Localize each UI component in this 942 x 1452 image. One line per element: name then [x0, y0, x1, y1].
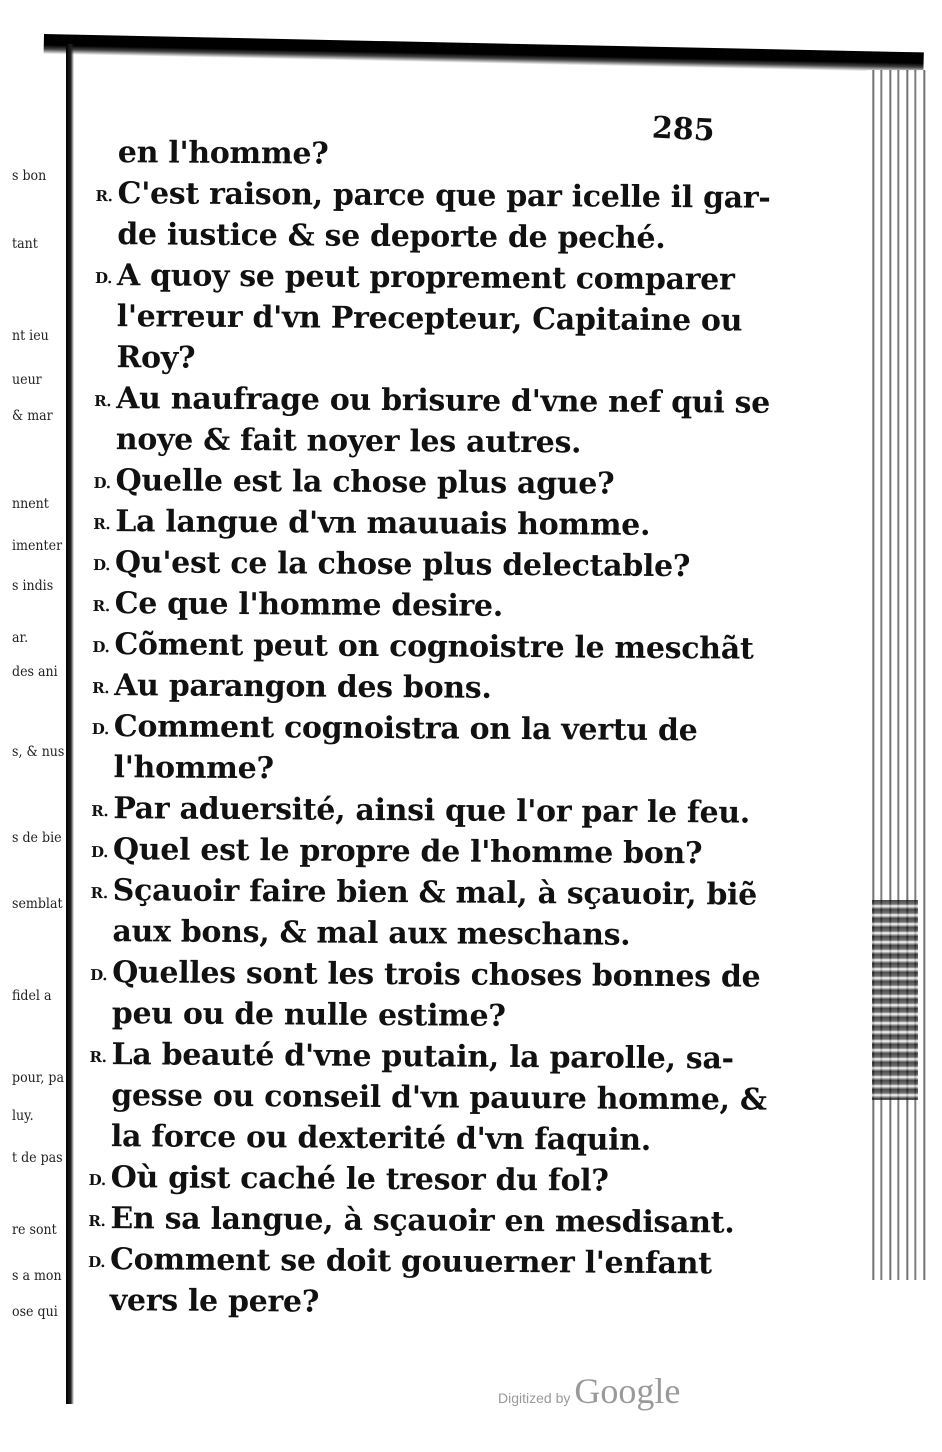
line-text: noye & fait noyer les autres. [115, 422, 582, 461]
text-line [92, 665, 712, 710]
text-line [94, 337, 714, 382]
speaker-marker: D. [93, 473, 111, 493]
text-line [89, 1157, 709, 1202]
line-text: Quelle est la chose plus ague? [115, 463, 615, 502]
text-line [93, 460, 713, 505]
text-line [94, 378, 771, 423]
line-text: Comment cognoistra on la vertu de [113, 709, 698, 749]
bleed-fragment: s de bie [12, 830, 62, 846]
text-line [90, 993, 710, 1038]
speaker-marker: R. [95, 186, 113, 206]
bleed-fragment: nnent [12, 496, 49, 512]
text-line [88, 1280, 708, 1325]
line-text: La langue d'vn mauuais homme. [115, 504, 651, 543]
speaker-marker: R. [89, 1047, 107, 1067]
bleed-fragment: des ani [12, 664, 58, 680]
bleed-fragment: s bon [12, 168, 47, 184]
text-line [93, 583, 713, 628]
bleed-fragment: re sont [12, 1222, 57, 1238]
text-line [94, 255, 735, 300]
text-line [94, 419, 714, 464]
line-text: la force ou dexterité d'vn faquin. [110, 1119, 652, 1158]
line-text: Sçauoir faire bien & mal, à sçauoir, biẽ [112, 873, 758, 913]
speaker-marker: D. [90, 842, 109, 862]
line-text: peu ou de nulle estime? [111, 996, 506, 1034]
text-line [91, 788, 751, 833]
speaker-marker: R. [90, 883, 108, 903]
line-text: aux bons, & mal aux meschans. [112, 914, 631, 953]
bleed-fragment: nt ieu [12, 328, 49, 344]
line-text: en l'homme? [117, 135, 329, 172]
bleed-fragment: s indis [12, 578, 54, 594]
line-text: vers le pere? [109, 1283, 320, 1320]
digitized-watermark [498, 1370, 680, 1412]
page-edge-dark [872, 900, 918, 1100]
bleed-fragment: ose qui [12, 1304, 58, 1320]
line-text: l'erreur d'vn Precepteur, Capitaine ou [116, 299, 743, 339]
text-line [91, 829, 711, 874]
line-text: Par aduersité, ainsi que l'or par le feu. [113, 791, 751, 831]
line-text: Comment se doit gouuerner l'enfant [110, 1242, 712, 1282]
speaker-marker: D. [90, 965, 108, 985]
text-line [90, 952, 761, 997]
page-top-shadow [44, 34, 924, 72]
text-line [89, 1034, 734, 1079]
bleed-fragment: t de pas [12, 1150, 63, 1166]
text-line [88, 1239, 712, 1284]
speaker-marker: D. [92, 637, 110, 657]
speaker-marker: R. [94, 391, 112, 411]
line-text: Ce que l'homme desire. [114, 586, 504, 624]
text-line [91, 747, 711, 792]
text-line [89, 1075, 767, 1120]
text-line [96, 132, 716, 177]
line-text: l'homme? [113, 750, 274, 787]
speaker-marker: R. [93, 514, 111, 534]
text-line [90, 911, 710, 956]
bleed-fragment: pour, pa [12, 1070, 65, 1086]
speaker-marker: D. [88, 1252, 106, 1272]
text-line [92, 624, 754, 669]
line-text: gesse ou conseil d'vn pauure homme, & [111, 1078, 767, 1118]
watermark-prefix: Digitized by [498, 1390, 571, 1406]
text-line [93, 501, 713, 546]
speaker-marker: R. [92, 678, 110, 698]
line-text: Quel est le propre de l'homme bon? [112, 832, 703, 872]
line-text: La beauté d'vne putain, la parolle, sa- [111, 1037, 734, 1077]
page-text [88, 132, 771, 1325]
line-text: Cõment peut on cognoistre le meschãt [114, 627, 754, 667]
line-text: Où gist caché le tresor du fol? [110, 1160, 609, 1199]
watermark-brand: Google [574, 1371, 681, 1411]
line-text: Qu'est ce la chose plus delectable? [114, 545, 691, 585]
bleed-fragment: imenter [12, 538, 63, 554]
bleed-fragment: s a mon [12, 1268, 62, 1284]
text-line [90, 870, 758, 915]
speaker-marker: R. [91, 801, 109, 821]
book-spine-shadow [66, 44, 74, 1404]
speaker-marker: D. [91, 719, 110, 739]
line-text: En sa langue, à sçauoir en mesdisant. [110, 1201, 735, 1241]
text-line [89, 1116, 709, 1161]
speaker-marker: R. [92, 596, 110, 616]
line-text: A quoy se peut proprement comparer [116, 258, 735, 298]
text-line [93, 542, 713, 587]
text-line [95, 214, 715, 259]
text-line [95, 173, 771, 218]
text-line [92, 706, 712, 751]
line-text: C'est raison, parce que par icelle il gar- [117, 176, 771, 216]
speaker-marker: D. [92, 555, 111, 575]
bleed-fragment: ar. [12, 630, 29, 646]
line-text: Quelles sont les trois choses bonnes de [112, 955, 761, 995]
line-text: Au naufrage ou brisure d'vne nef qui se [116, 381, 771, 421]
bleed-fragment: s, & nus [12, 744, 65, 760]
bleed-fragment: tant [12, 236, 38, 252]
speaker-marker: R. [88, 1211, 106, 1231]
bleed-fragment: ueur [12, 372, 42, 388]
text-line [95, 296, 743, 341]
bleed-fragment: luy. [12, 1108, 34, 1124]
bleed-fragment: fidel a [12, 988, 52, 1004]
line-text: Au parangon des bons. [114, 668, 492, 706]
bleed-fragment: & mar [12, 408, 53, 424]
speaker-marker: D. [88, 1170, 106, 1190]
line-text: Roy? [116, 340, 196, 376]
page-number: 285 [651, 110, 716, 149]
line-text: de iustice & se deporte de peché. [117, 217, 666, 256]
speaker-marker: D. [94, 268, 113, 288]
bleed-fragment: semblat [12, 896, 63, 912]
text-line [88, 1198, 735, 1243]
